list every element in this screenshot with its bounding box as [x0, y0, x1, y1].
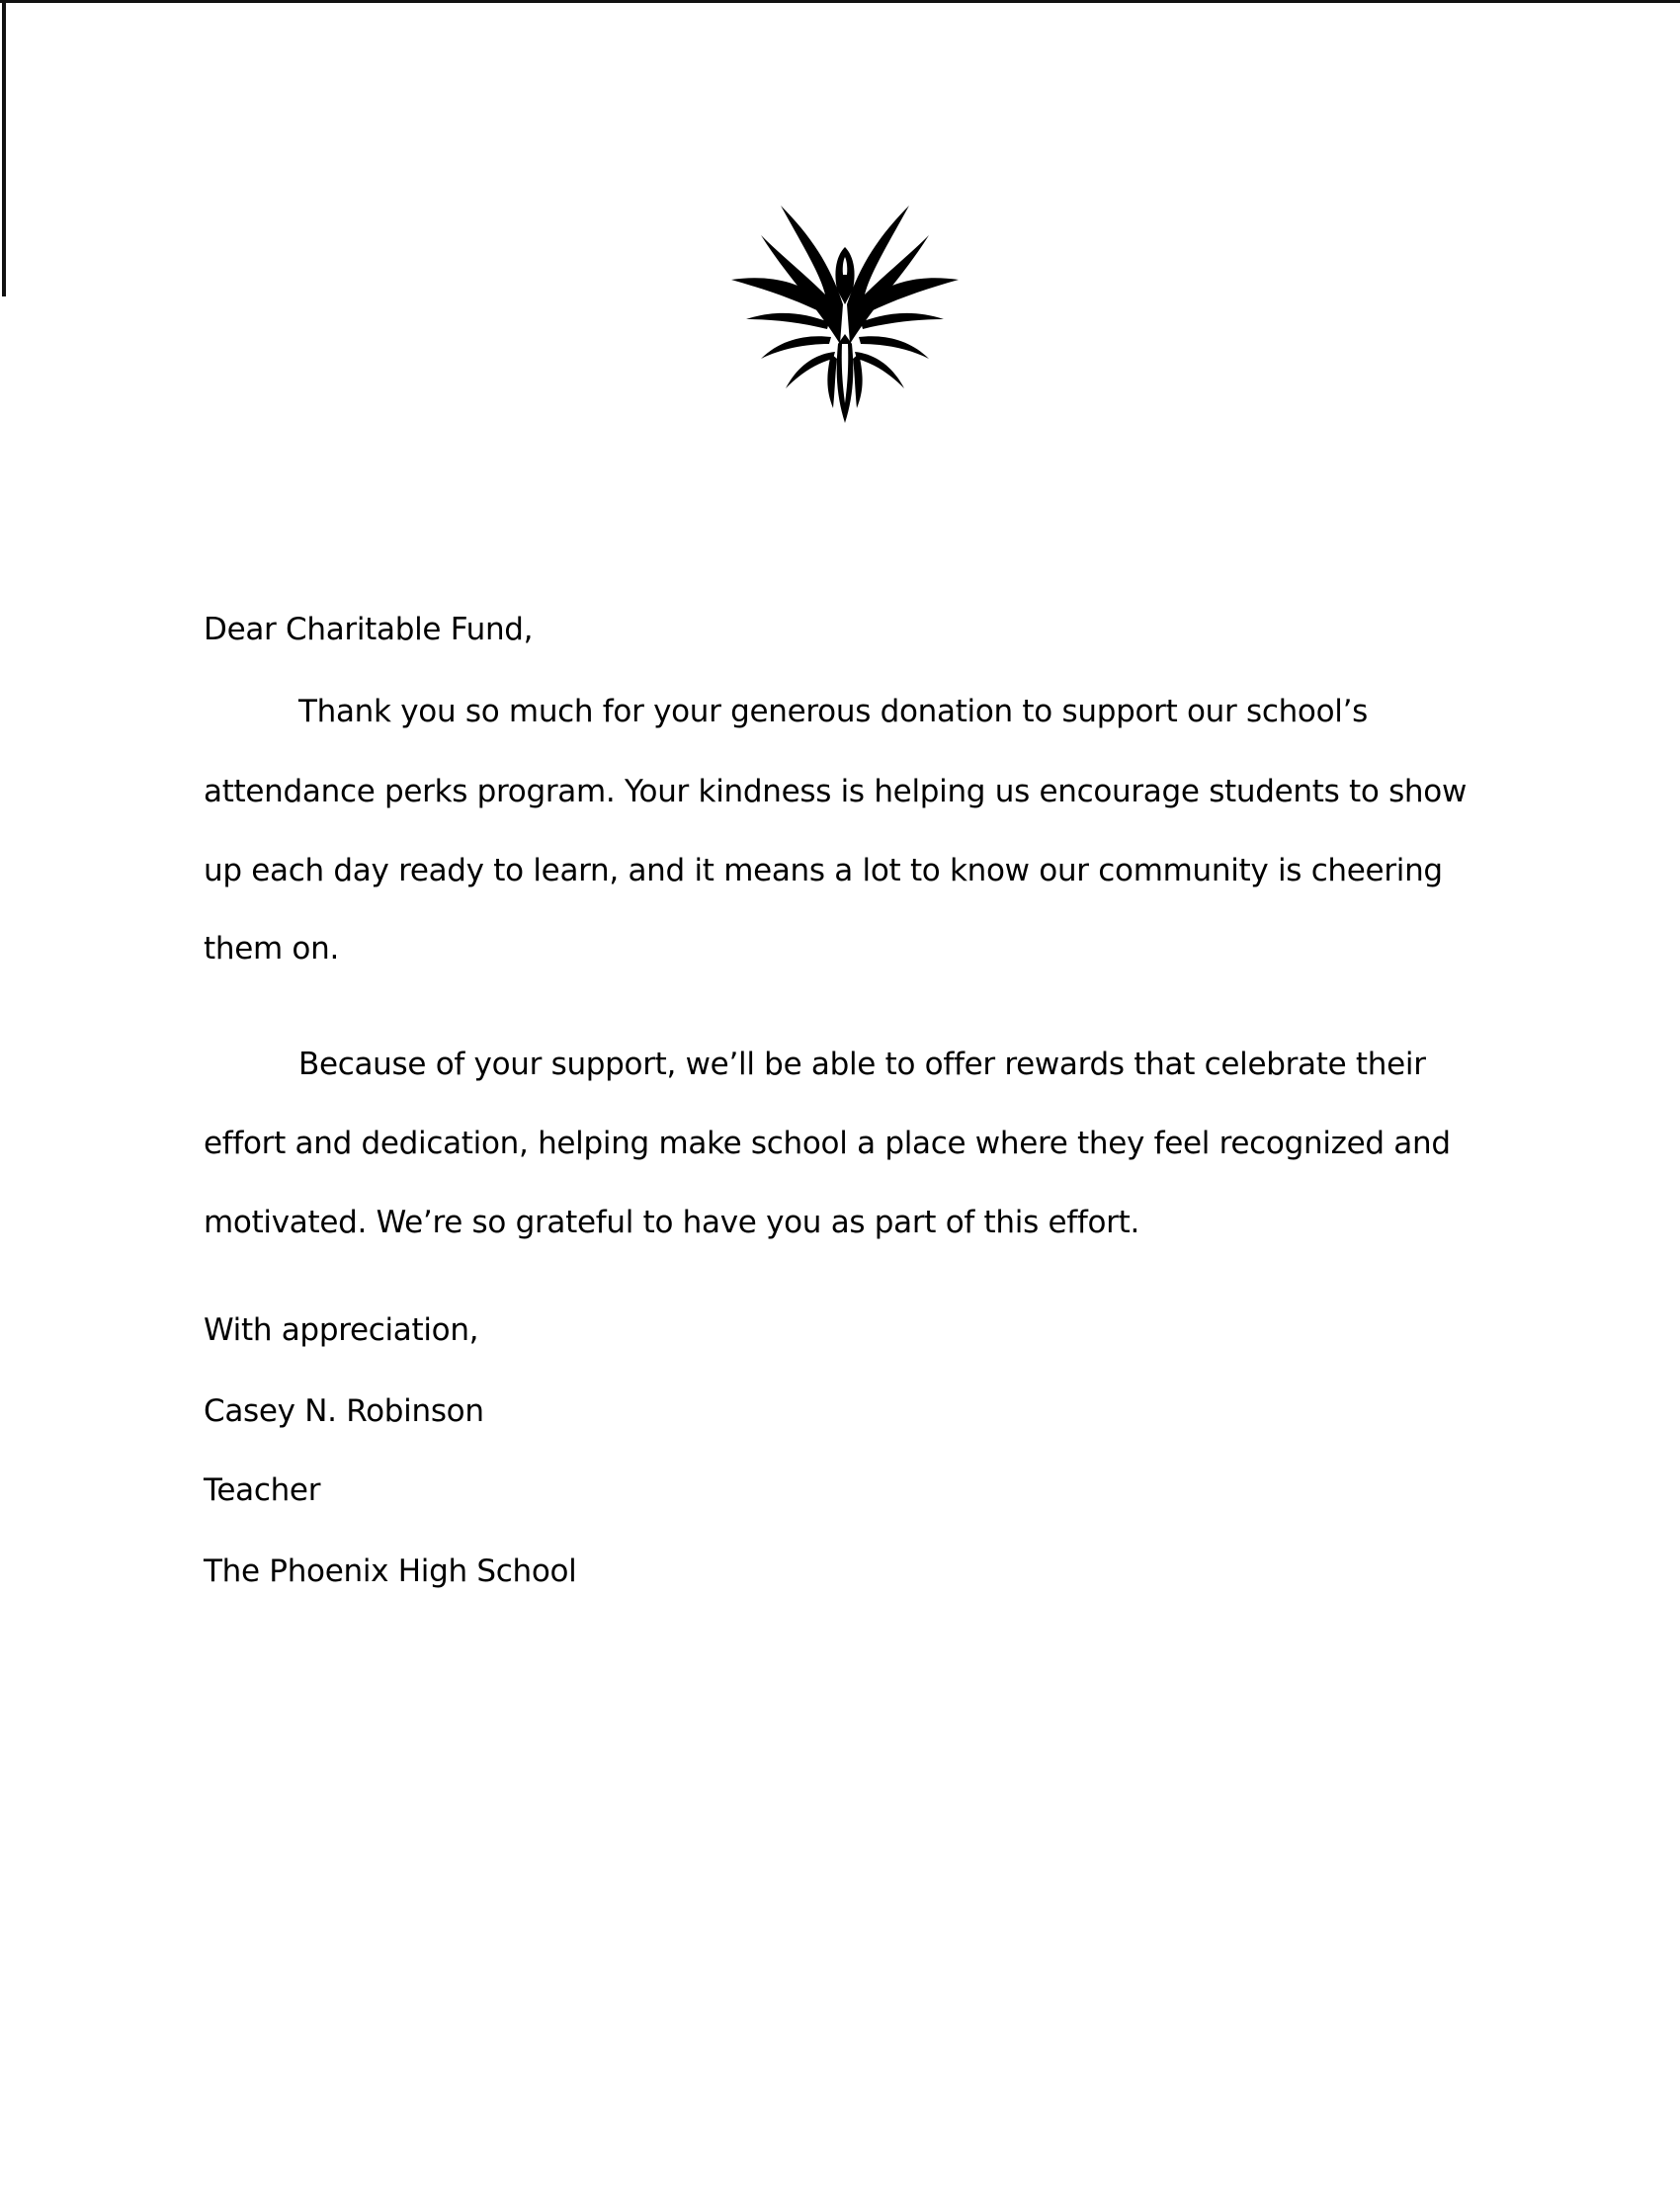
paragraph-1-line-3: up each day ready to learn, and it means a lot to know our community is cheering [204, 853, 1443, 888]
paragraph-1-line-2: attendance perks program. Your kindness is helping us encourage students to show [204, 774, 1468, 809]
paragraph-2-line-1: Because of your support, we’ll be able to offer rewards that celebrate their [298, 1047, 1426, 1082]
paragraph-2-line-2: effort and dedication, helping make school a place where they feel recognized and [204, 1126, 1451, 1161]
closing: With appreciation, [204, 1312, 479, 1348]
paragraph-1-line-1: Thank you so much for your generous donation to support our school’s [298, 694, 1368, 729]
scan-top-border [0, 0, 1680, 3]
salutation: Dear Charitable Fund, [204, 612, 534, 647]
phoenix-logo-icon [726, 196, 964, 423]
paragraph-2-line-3: motivated. We’re so grateful to have you as part of this effort. [204, 1205, 1139, 1240]
scan-left-border [2, 0, 6, 296]
organization-name: The Phoenix High School [204, 1554, 577, 1589]
signer-name: Casey N. Robinson [204, 1393, 484, 1429]
signer-title: Teacher [204, 1472, 321, 1508]
paragraph-1-line-4: them on. [204, 931, 339, 966]
